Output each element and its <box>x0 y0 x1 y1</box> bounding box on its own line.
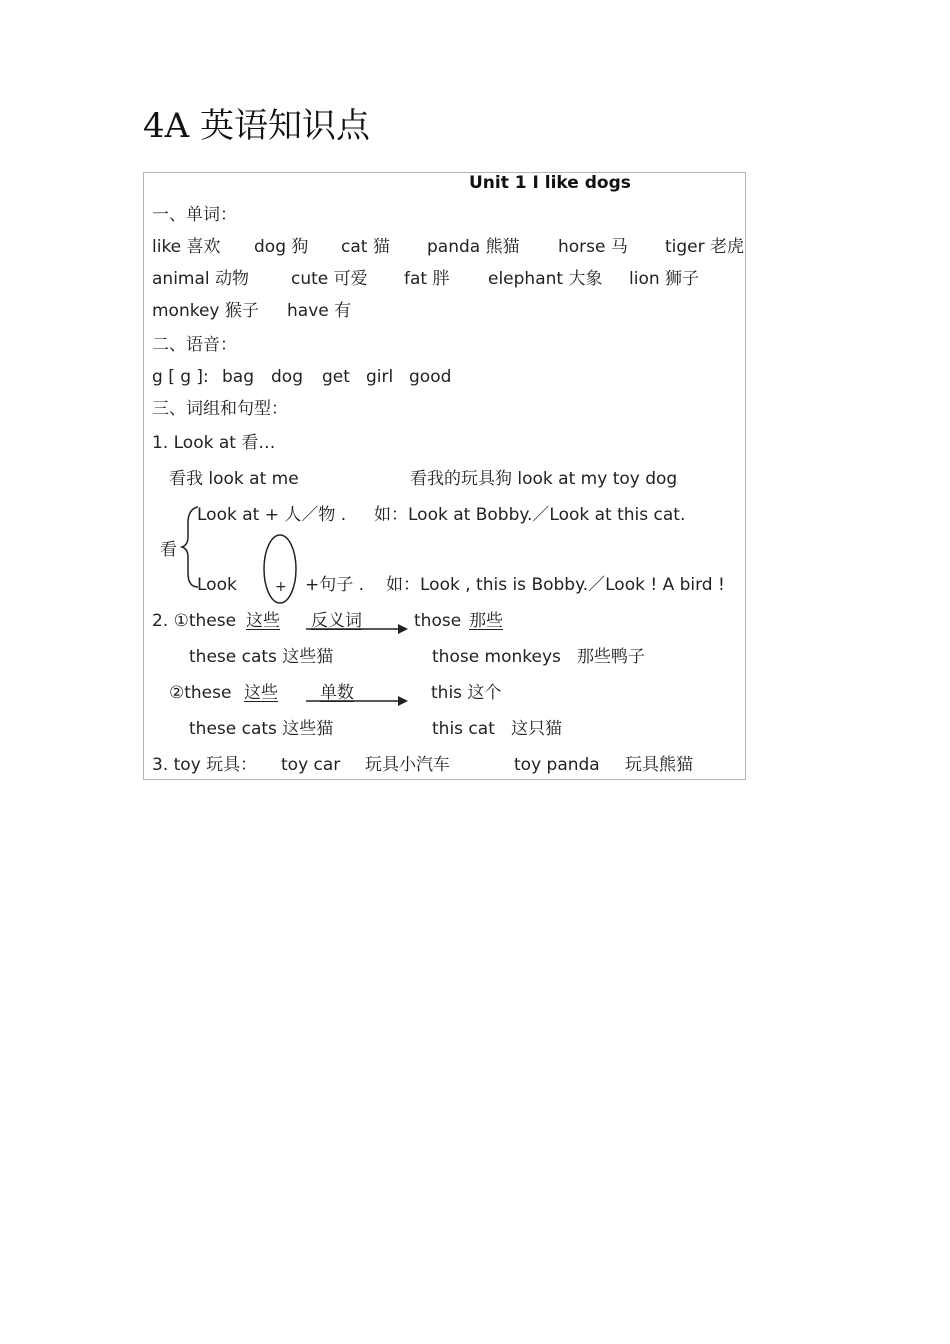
section-phrases-heading: 三、词组和句型： <box>152 399 288 419</box>
item1-example: 看我 look at me <box>169 469 299 489</box>
vocab-item: like 喜欢 <box>152 237 221 257</box>
singular-label: 单数 <box>320 683 354 703</box>
section-phonics-heading: 二、语音： <box>152 335 237 355</box>
vocab-item: panda 熊猫 <box>427 237 520 257</box>
arrow-right-icon <box>304 621 412 635</box>
toy-example-cn: 玩具熊猫 <box>625 755 693 775</box>
these-example-2: these cats 这些猫 <box>189 719 334 739</box>
toy-example: toy car <box>281 755 341 775</box>
phonics-word: good <box>409 367 452 387</box>
look-example: 如：Look , this is Bobby.／Look ! A bird ! <box>386 575 725 595</box>
vocab-item: lion 狮子 <box>629 269 700 289</box>
phonics-word: bag <box>222 367 254 387</box>
these-cn: 这些 <box>246 611 280 631</box>
arrow-right-icon <box>304 693 412 707</box>
vocab-item: dog 狗 <box>254 237 309 257</box>
section-vocab-heading: 一、单词： <box>152 205 237 225</box>
phonics-word: girl <box>366 367 394 387</box>
toy-example: toy panda <box>514 755 600 775</box>
brace-label: 看 <box>160 540 177 560</box>
item2-these-2: ②these <box>169 683 232 703</box>
vocab-item: elephant 大象 <box>488 269 603 289</box>
vocab-item: tiger 老虎 <box>665 237 745 257</box>
look-sentence-pattern: +句子 . <box>305 575 365 595</box>
vocab-item: cute 可爱 <box>291 269 368 289</box>
vocab-item: animal 动物 <box>152 269 250 289</box>
vocab-item: cat 猫 <box>341 237 390 257</box>
item3-title: 3. toy 玩具： <box>152 755 258 775</box>
phonics-symbol: g [ g ]: <box>152 367 209 387</box>
look-at-example: 如：Look at Bobby.／Look at this cat. <box>374 505 686 525</box>
notes-box <box>143 172 746 780</box>
those-example-cn: 那些鸭子 <box>577 647 645 667</box>
unit-title: Unit 1 I like dogs <box>469 173 631 193</box>
vocab-item: have 有 <box>287 301 352 321</box>
these-cn-2: 这些 <box>244 683 278 703</box>
those-word: those <box>414 611 462 631</box>
phonics-word: get <box>322 367 350 387</box>
these-example: these cats 这些猫 <box>189 647 334 667</box>
this-example: this cat <box>432 719 495 739</box>
vocab-item: monkey 猴子 <box>152 301 259 321</box>
vocab-item: horse 马 <box>558 237 628 257</box>
plus-symbol: + <box>275 579 287 595</box>
vocab-item: fat 胖 <box>404 269 450 289</box>
look-pattern: Look <box>197 575 237 595</box>
item2-these: 2. ①these <box>152 611 237 631</box>
item1-title: 1. Look at 看… <box>152 433 276 453</box>
item1-example: 看我的玩具狗 look at my toy dog <box>410 469 678 489</box>
those-example: those monkeys <box>432 647 561 667</box>
look-at-pattern: Look at + 人／物 . <box>197 505 347 525</box>
those-cn: 那些 <box>469 611 503 631</box>
toy-example-cn: 玩具小汽车 <box>365 755 450 775</box>
antonym-label: 反义词 <box>311 611 362 631</box>
this-example-cn: 这只猫 <box>511 719 562 739</box>
phonics-word: dog <box>271 367 303 387</box>
this-word: this 这个 <box>431 683 502 703</box>
document-title: 4A 英语知识点 <box>143 106 370 146</box>
